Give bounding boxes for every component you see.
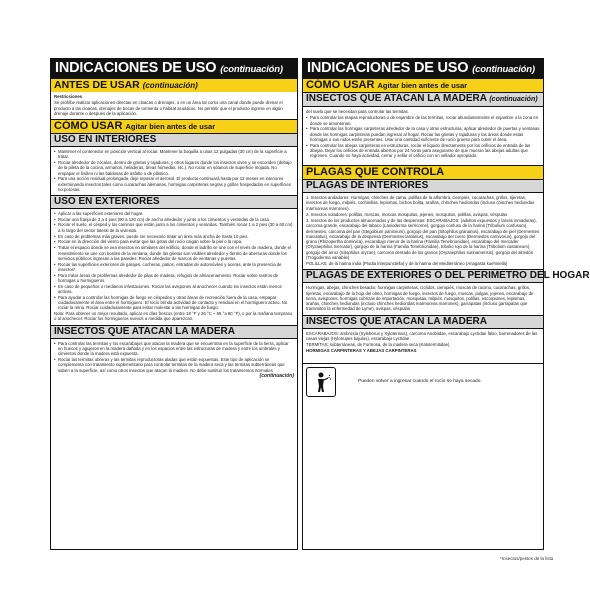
madera-header: INSECTOS QUE ATACAN LA MADERA <box>51 325 297 339</box>
plagas-exteriores-text: Hormigas, abejas, chinches besador, hormigas carpinteras, cíclidos, ciempiés, moscas de racimo, cucarachas, grillos, tijeretas, escarabajo de la hoja del olmo, hormigas de fuego, insectos de fuego, moscas, pulgas, jejenes, escarabajo de tierra, avispones, hormigas cobrizas de importación, mosquitas, milpiés, mosquitos, polillas, escorpiones, lepismas, arañas, chinches hediondas (incluso chinches hediondas marmoreas marrones), garrapatas (incluso garrapatas que transmiten la enfermedad de Lyme), avispas, véspulas <box>306 285 534 312</box>
madera2-list: ESCARABAJOS: ambrosía (Xyleborus y Xyloterinus), carcoma Anobiidae, escarabajo Lyctidae falso, barrenadores de las casas viejas (Hylotrupes bajulus), escarabajo Lyctidae TERMITAS: subterráneas, de Formosa, de la madera seca (Kalotermitidae) HORMIGAS CARPINTERAS Y ABEJAS CARPINTERAS <box>306 330 538 354</box>
right-madera-list: del suelo que se necesitan para controlar las termitas. • Para controlar las etapas reproductoras o de enjambre de las termitas, rociar abundantemente el enjambre o la zona en donde se amontonan. • Para controlar las hormigas carpinteras alrededor de la casa y otras estructuras, aplicar alrededor de puertas y ventanas donde las hormigas carpinteras puedan ingresar al hogar. Rociar las grietas y rajaduras y las áreas donde estas hormigas o sus nidos estén presentes. Usar una cantidad suficiente de rocío grueso para cubrir el área. • Para controlar las abejas carpinteras en estructuras, rociar el líquido directamente por los orificios de entrada de las abejas. Dejar los orificios de entrada abiertos por 24 horas para asegurarse de que mueran las abejas adultas que regresen. Cuando no haya actividad, cerrar y sellar el orificio con un sellador apropiado. <box>303 107 543 161</box>
plagas-interiores-list: 1. Insectos andadores: Hormigas, chinches de cama, polillas de la alfombra, ciempiés, cucarachas, grillos, tijeretas, insectos de fuego, milpiés, cochinillas, lepismas, bichos bolita, arañas, chinches hediondas (incluso chinches hediondas marmoreas marrones). 2. Insectos voladores: polillas, moscas, moscas mosquitas, jejenes, mosquitos, polillas, avispas, véspulas 3. Insectos de los productos almacenados y de las despensas: ESCARABAJOS: (adultos expuestos y larvas inmaduras), carcoma grande, escarabajo del tabaco (Lasioderma serricorne), gorgojo confuso de la harina (Tribolium confusum), dermestes, carcoma del pan (Stegobium paniceum), gorgojo del pan (Sitophilus granarius), escarabajo de piel (Dermestes maculatus), escarabajo de la despensa (Dermestes lardarius), escarabajo del cuero (Dermestes carnivorus), gorgojo del grano (Rhizopertha dominica), escarabajo menor de la harina (Familia Tenebrionidae), escarabajo del mercader (Oryzaephilus mercator), gorgojo de la harina (Familia Tenebrionidae), tribolio rojo de la harina (Tribolium castaneum), gorgojo del arroz (Sitophilus oryzae), carcoma dentada de los granos (Oryzaephilus surinamensis), gorgojo del almidón (Trogoderma variabile) POLILLAS: de la harina india (Plodia interpunctella) y de la harina del Mediterráneo (Anagasta kuehniella) <box>306 195 540 267</box>
plagas-interiores-header: PLAGAS DE INTERIORES <box>303 179 543 193</box>
footnote: *Insectos/pestes de la lista <box>500 556 554 561</box>
uso-exteriores-header: USO EN EXTERIORES <box>51 195 297 209</box>
plagas-header: PLAGAS QUE CONTROLA <box>303 165 543 179</box>
uso-exteriores-list: • Aplicar a las superficies exteriores del hogar. • Rociar una franja de 3 a 4 pies (90 a 120 cm) de ancho alrededor y junto a los cimientos y verandas de la casa. • Rociar el suelo, el césped y los caminos que están junto a los cimientos y verandas. También rociar 1 a 2 pies (30 a 60 cm) a lo largo del sector lateral de la vivienda. • En caso de problemas más graves, puede ser necesario tratar un área más ancha de hasta 10 pies. • Rociar en la dirección del viento para evitar que las gotas del rocío caigan sobre la piel o la ropa. • Tratar el espacio donde se vea insectos no similares del edificio, donde el ladrillo se une con el revés de madera, donde el revestimiento se une con bordes de la ventana, donde las grietas son visibles alrededor y dentro de aberturas donde los servicios públicos ingresan a las paredes. Rociar alrededor de marcos de ventanas y puertas. • Rociar las superficies exteriores de garajes, cocheras, patios, entradas de automóviles y aceras, ante la presencia de insectos*. • Para tratar áreas de problemas alrededor de pilas de madera, refugios de almacenamiento. Rociar sobre rastros de hormigas u hormigueros. • En caso de pequeños o medianos infestaciones. Rociar las avispones al anochecer cuando los insectos están menos activos. • Para ayudar a controlar las hormigas de fuego en céspedes y otras áreas de recreación fuera de la casa, empapar cuidadosamente el área entre el hormiguero. El rocío brinda actividad de contacto y residual en el hormiguero activo. No rociar la reina. Rociar cuidadosamente para evitar molestar a las hormigas de fuego. Nota: Para obtener un mejor resultado, aplicar en días frescos (entre 18 °F y 26 °C ~ 65 °a 80 °F), o por la mañana temprano o al anochecer. Rociar los hormigueros nuevos a medida que aparezcan. <box>51 209 297 325</box>
right-madera-header: INSECTOS QUE ATACAN LA MADERA (continuación) <box>303 92 543 107</box>
antes-de-usar-header: ANTES DE USAR (continuación) <box>51 78 297 92</box>
uso-interiores-header: USO EN INTERIORES <box>51 133 297 147</box>
uso-interiores-list: • Mantener el contenedor en posición vertical al rociar. Mantener la boquilla a unas 12 pulgadas (30 cm) de la superficie a tratar. • Rociar alrededor de zócalos, dentro de grietas y rajaduras, y otros lugares donde los insectos viven y se esconden (debajo de la pileta de la cocina, armarios, heladeras, áreas húmedas, etc.). No rociar en sótanos de superficie mojada. No empapar el linóleo ni las baldosas de asfalto o de plástico. • Para una acción residual prolongada, deje reposar el aerosol. El producto continuará hasta por 12 meses en interiores exterminando insectos tales como cucarachas alemanas, hormigas carpinteras negras y grillos hospedados en superficies no porosas. <box>51 147 297 195</box>
person-spray-icon <box>306 367 336 397</box>
restricciones-block: Restricciones Se prohíbe realizar aplicaciones directas en cloacas o drenajes, o en un área tal como una canal donde puede drenar el producto a las cloacas, drenajes de bocas de tormenta o hábitat acuáticos. No permitir que el producto ingrese en algún drenaje durante o después de la aplicación. <box>54 94 283 116</box>
madera-list: • Para controlar las termitas y los escarabajos que atacan la madera que se encuentran en la superficie de la tierra, aplicar en huecos y agujeros en la madera dañada y en los espacios entre las estructuras de madera y entre los umbrales y cimientos donde la madera está expuesta. • Rociar las termitas obreras y las termitas reproductoras aladas que están expuestas. Este tipo de aplicación se complementa con tratamiento suplementario para controlar termitas de la madera seca y las termitas subterráneas que saben a la superficie, así como otros insectos que atacan la madera. No debe sustituir los tratamientos normales (continuación) <box>51 339 297 381</box>
como-usar-header: CÓMO USAR Agitar bien antes de usar <box>51 119 297 133</box>
right-column <box>302 58 590 550</box>
left-column <box>50 58 298 550</box>
reentry-text: Pueden volver a ingresar cuando el rocío se haya secado. <box>358 379 482 385</box>
right-como-usar-header: CÓMO USAR Agitar bien antes de usar <box>303 78 543 92</box>
madera2-header: INSECTOS QUE ATACAN LA MADERA <box>303 315 543 329</box>
plagas-exteriores-header: PLAGAS DE EXTERIORES O DEL PERIMETRO DEL HOGAR <box>303 269 543 283</box>
left-title: INDICACIONES DE USO (continuación) <box>51 59 297 78</box>
right-title: INDICACIONES DE USO (continuación) <box>303 59 543 78</box>
nota-text: Nota: Para obtener un mejor resultado, aplicar en días frescos (entre 18 °F y 26 °C ~ 65 °a 80 °F), o por la mañana temprano o al anochecer. Rociar los hormigueros nuevos a medida que aparezcan. <box>54 311 293 322</box>
continuation-label: (continuación) <box>259 372 294 379</box>
reentry-row <box>303 363 543 400</box>
